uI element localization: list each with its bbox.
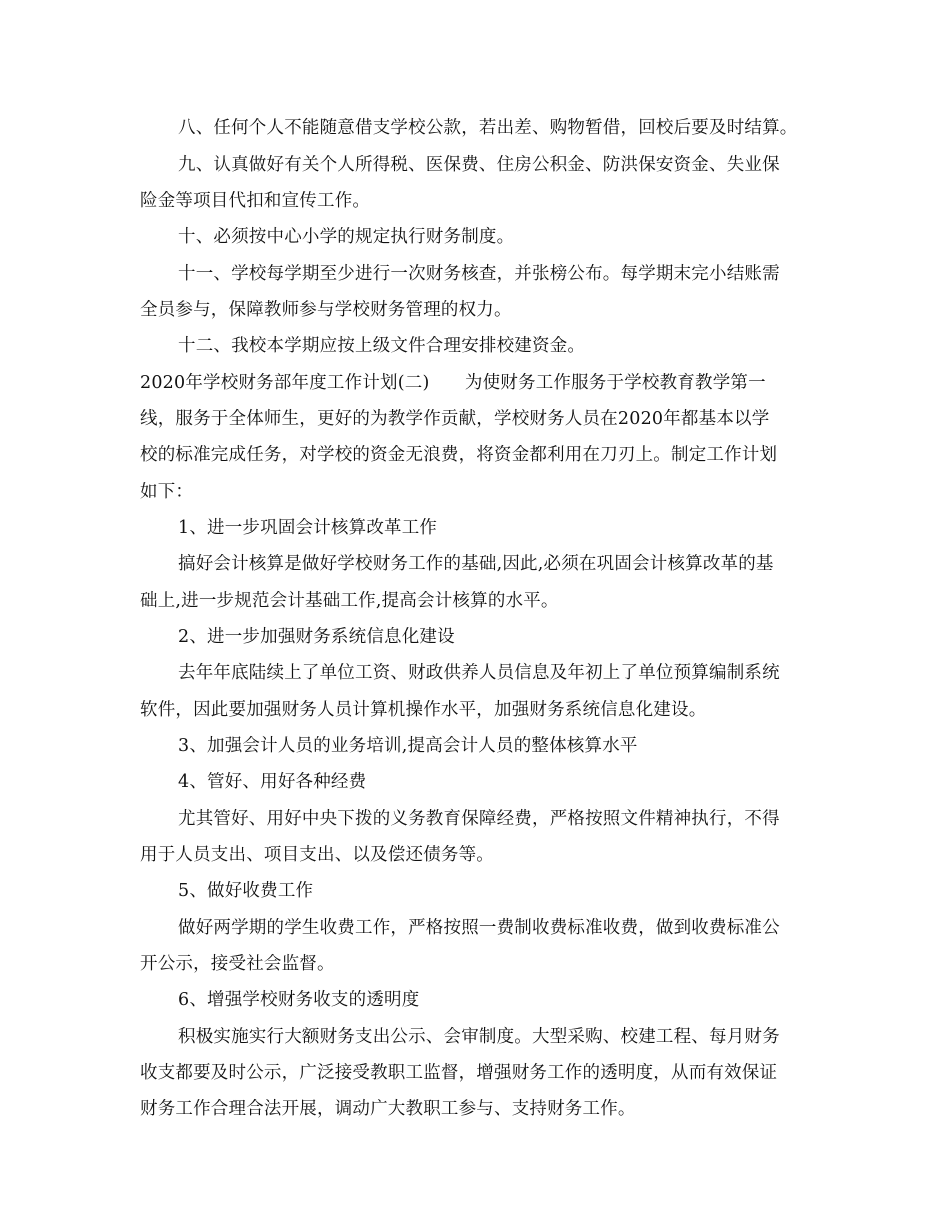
section-heading-1: 1、进一步巩固会计核算改革工作 <box>178 518 438 538</box>
section-1-body-2: 础上,进一步规范会计基础工作,提高会计核算的水平。 <box>140 591 559 611</box>
text-line-plan-title: 2020年学校财务部年度工作计划(二) 为使财务工作服务于学校教育教学第一 <box>140 373 766 393</box>
text-line-item-9: 九、认真做好有关个人所得税、医保费、住房公积金、防洪保安资金、失业保 <box>178 155 780 175</box>
section-heading-6: 6、增强学校财务收支的透明度 <box>178 990 420 1010</box>
text-line-intro-2: 校的标准完成任务，对学校的资金无浪费，将资金都利用在刀刃上。制定工作计划 <box>140 445 778 465</box>
text-line-item-8: 八、任何个人不能随意借支学校公款，若出差、购物暂借，回校后要及时结算。 <box>178 118 798 138</box>
section-6-body-2: 收支都要及时公示，广泛接受教职工监督，增强财务工作的透明度，从而有效保证 <box>140 1063 778 1083</box>
text-line-intro-1: 线，服务于全体师生，更好的为教学作贡献，学校财务人员在2020年都基本以学 <box>140 409 770 429</box>
text-line-item-12: 十二、我校本学期应按上级文件合理安排校建资金。 <box>178 336 586 356</box>
section-2-body-1: 去年年底陆续上了单位工资、财政供养人员信息及年初上了单位预算编制系统 <box>178 663 780 683</box>
text-line-item-11-cont: 全员参与，保障教师参与学校财务管理的权力。 <box>140 300 512 320</box>
text-line-item-11: 十一、学校每学期至少进行一次财务核查，并张榜公布。每学期末完小结账需 <box>178 264 780 284</box>
text-line-item-10: 十、必须按中心小学的规定执行财务制度。 <box>178 227 515 247</box>
section-heading-4: 4、管好、用好各种经费 <box>178 772 367 792</box>
section-6-body-1: 积极实施实行大额财务支出公示、会审制度。大型采购、校建工程、每月财务 <box>178 1027 780 1047</box>
section-4-body-2: 用于人员支出、项目支出、以及偿还债务等。 <box>140 845 494 865</box>
section-heading-5: 5、做好收费工作 <box>178 881 314 901</box>
section-6-body-3: 财务工作合理合法开展，调动广大教职工参与、支持财务工作。 <box>140 1099 636 1119</box>
section-1-body-1: 搞好会计核算是做好学校财务工作的基础,因此,必须在巩固会计核算改革的基 <box>178 554 774 574</box>
section-heading-2: 2、进一步加强财务系统信息化建设 <box>178 627 455 647</box>
text-line-intro-3: 如下： <box>140 482 194 502</box>
section-5-body-1: 做好两学期的学生收费工作，严格按照一费制收费标准收费，做到收费标准公 <box>178 918 780 938</box>
section-5-body-2: 开公示，接受社会监督。 <box>140 954 335 974</box>
text-line-item-9-cont: 险金等项目代扣和宣传工作。 <box>140 191 371 211</box>
section-4-body-1: 尤其管好、用好中央下拨的义务教育保障经费，严格按照文件精神执行，不得 <box>178 809 780 829</box>
section-heading-3: 3、加强会计人员的业务培训,提高会计人员的整体核算水平 <box>178 736 638 756</box>
section-2-body-2: 软件，因此要加强财务人员计算机操作水平，加强财务系统信息化建设。 <box>140 700 707 720</box>
